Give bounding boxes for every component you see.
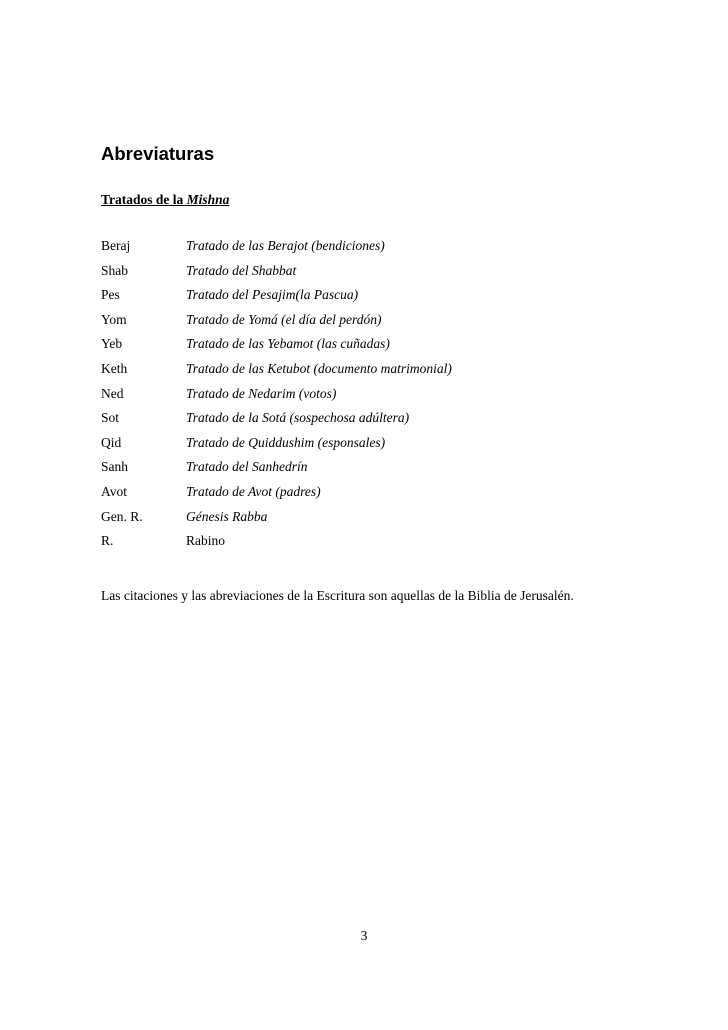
abbreviation-meaning: Tratado de las Ketubot (documento matrimonial) — [186, 360, 452, 376]
abbreviation-code: Sot — [101, 410, 120, 426]
abbreviation-row — [101, 532, 452, 557]
abbreviation-list — [101, 237, 452, 557]
abbreviation-meaning: Tratado del Pesajim(la Pascua) — [186, 287, 359, 303]
abbreviation-row — [101, 262, 452, 287]
abbreviation-code: Shab — [101, 262, 128, 278]
abbreviation-row — [101, 335, 452, 360]
abbreviation-row — [101, 237, 452, 262]
abbreviation-meaning: Tratado de la Sotá (sospechosa adúltera) — [186, 410, 410, 426]
page-title: Abreviaturas — [101, 143, 215, 164]
abbreviation-meaning: Génesis Rabba — [186, 508, 268, 524]
abbreviation-code: Keth — [101, 360, 128, 376]
page-number-text: 3 — [360, 928, 368, 943]
abbreviation-meaning: Tratado del Shabbat — [186, 262, 297, 278]
page-number — [0, 928, 728, 944]
abbreviation-meaning: Tratado de Nedarim (votos) — [186, 385, 337, 401]
abbreviation-code: Ned — [101, 385, 124, 401]
abbreviation-code: Sanh — [101, 459, 128, 475]
abbreviation-code: R. — [101, 533, 114, 549]
abbreviation-meaning: Tratado del Sanhedrín — [186, 459, 308, 475]
abbreviation-row — [101, 286, 452, 311]
abbreviation-meaning: Rabino — [186, 533, 225, 549]
abbreviation-code: Yeb — [101, 336, 123, 352]
abbreviation-row — [101, 409, 452, 434]
abbreviation-row — [101, 508, 452, 533]
section-heading-italic: Mishna — [186, 192, 230, 207]
abbreviation-row — [101, 360, 452, 385]
abbreviation-row — [101, 311, 452, 336]
section-heading — [101, 192, 229, 208]
abbreviation-meaning: Tratado de las Yebamot (las cuñadas) — [186, 336, 390, 352]
section-heading-prefix: Tratados de la — [101, 192, 187, 207]
abbreviation-code: Beraj — [101, 238, 131, 253]
abbreviation-meaning: Tratado de Quiddushim (esponsales) — [186, 434, 386, 450]
abbreviation-row — [101, 483, 452, 508]
abbreviation-row — [101, 385, 452, 410]
abbreviation-code: Pes — [101, 287, 120, 303]
abbreviation-code: Gen. R. — [101, 508, 143, 524]
abbreviation-meaning: Tratado de las Berajot (bendiciones) — [186, 238, 385, 253]
abbreviation-meaning: Tratado de Avot (padres) — [186, 483, 321, 499]
abbreviation-row — [101, 458, 452, 483]
abbreviation-code: Avot — [101, 483, 127, 499]
abbreviation-code: Qid — [101, 434, 122, 450]
abbreviation-row — [101, 434, 452, 459]
abbreviation-meaning: Tratado de Yomá (el día del perdón) — [186, 311, 382, 327]
scripture-note: Las citaciones y las abreviaciones de la Escritura son aquellas de la Biblia de Jerusalén. — [101, 588, 574, 603]
abbreviation-code: Yom — [101, 311, 127, 327]
